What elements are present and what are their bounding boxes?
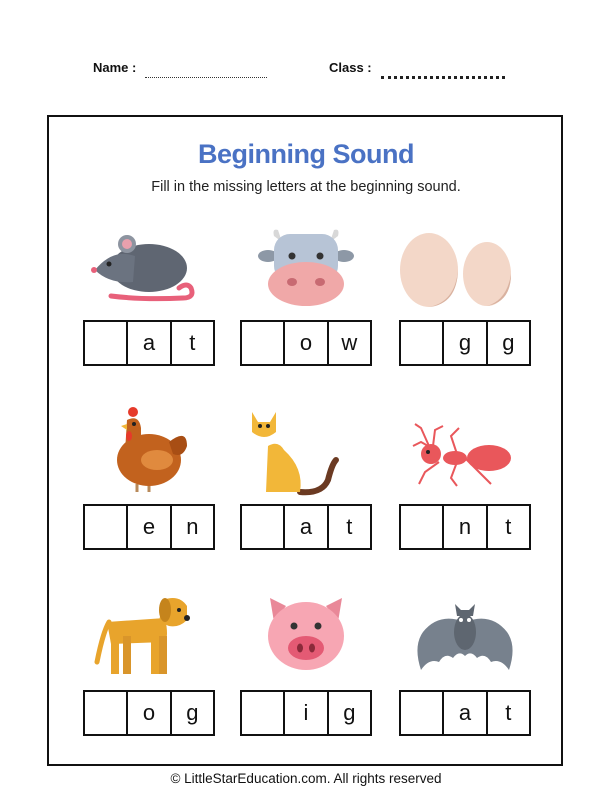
letter-box: g [186, 700, 199, 725]
letter-box: t [505, 514, 512, 539]
mouse-picture [83, 226, 215, 316]
letter-box: a [128, 322, 171, 364]
ant-picture [399, 406, 531, 496]
letter-boxes [83, 690, 215, 736]
letter-box: o [128, 692, 171, 734]
letter-box: g [343, 700, 356, 725]
letter-box: a [444, 692, 487, 734]
missing-letter-box[interactable] [85, 322, 128, 364]
name-field[interactable] [145, 77, 267, 78]
class-label: Class : [329, 60, 372, 75]
class-field[interactable] [381, 76, 505, 79]
missing-letter-box[interactable] [85, 506, 128, 548]
missing-letter-box[interactable] [401, 506, 444, 548]
missing-letter-box[interactable] [401, 692, 444, 734]
name-label: Name : [93, 60, 137, 75]
missing-letter-box[interactable] [242, 322, 285, 364]
letter-boxes [83, 320, 215, 366]
letter-box: t [505, 700, 512, 725]
dog-picture [83, 592, 215, 682]
cow-picture [240, 226, 372, 316]
letter-boxes [240, 504, 372, 550]
bat-picture [399, 592, 531, 682]
missing-letter-box[interactable] [242, 506, 285, 548]
missing-letter-box[interactable] [242, 692, 285, 734]
letter-boxes [240, 320, 372, 366]
letter-box: t [189, 330, 196, 355]
letter-boxes [399, 690, 531, 736]
pig-picture [240, 592, 372, 682]
letter-box: i [285, 692, 328, 734]
letter-box: e [128, 506, 171, 548]
missing-letter-box[interactable] [85, 692, 128, 734]
eggs-picture [399, 226, 531, 316]
letter-box: w [341, 330, 358, 355]
letter-boxes [399, 320, 531, 366]
letter-box: n [186, 514, 199, 539]
letter-boxes [240, 690, 372, 736]
letter-boxes [399, 504, 531, 550]
letter-box: n [444, 506, 487, 548]
letter-box: o [285, 322, 328, 364]
worksheet-instructions: Fill in the missing letters at the beginning sound. [151, 179, 461, 195]
letter-box: t [346, 514, 353, 539]
letter-box: g [444, 322, 487, 364]
letter-box: a [285, 506, 328, 548]
missing-letter-box[interactable] [401, 322, 444, 364]
letter-boxes [83, 504, 215, 550]
cat-picture [240, 406, 372, 496]
letter-box: g [502, 330, 515, 355]
worksheet-title: Beginning Sound [198, 139, 414, 169]
copyright-footer: © LittleStarEducation.com. All rights reserved [170, 771, 442, 786]
hen-picture [83, 406, 215, 496]
